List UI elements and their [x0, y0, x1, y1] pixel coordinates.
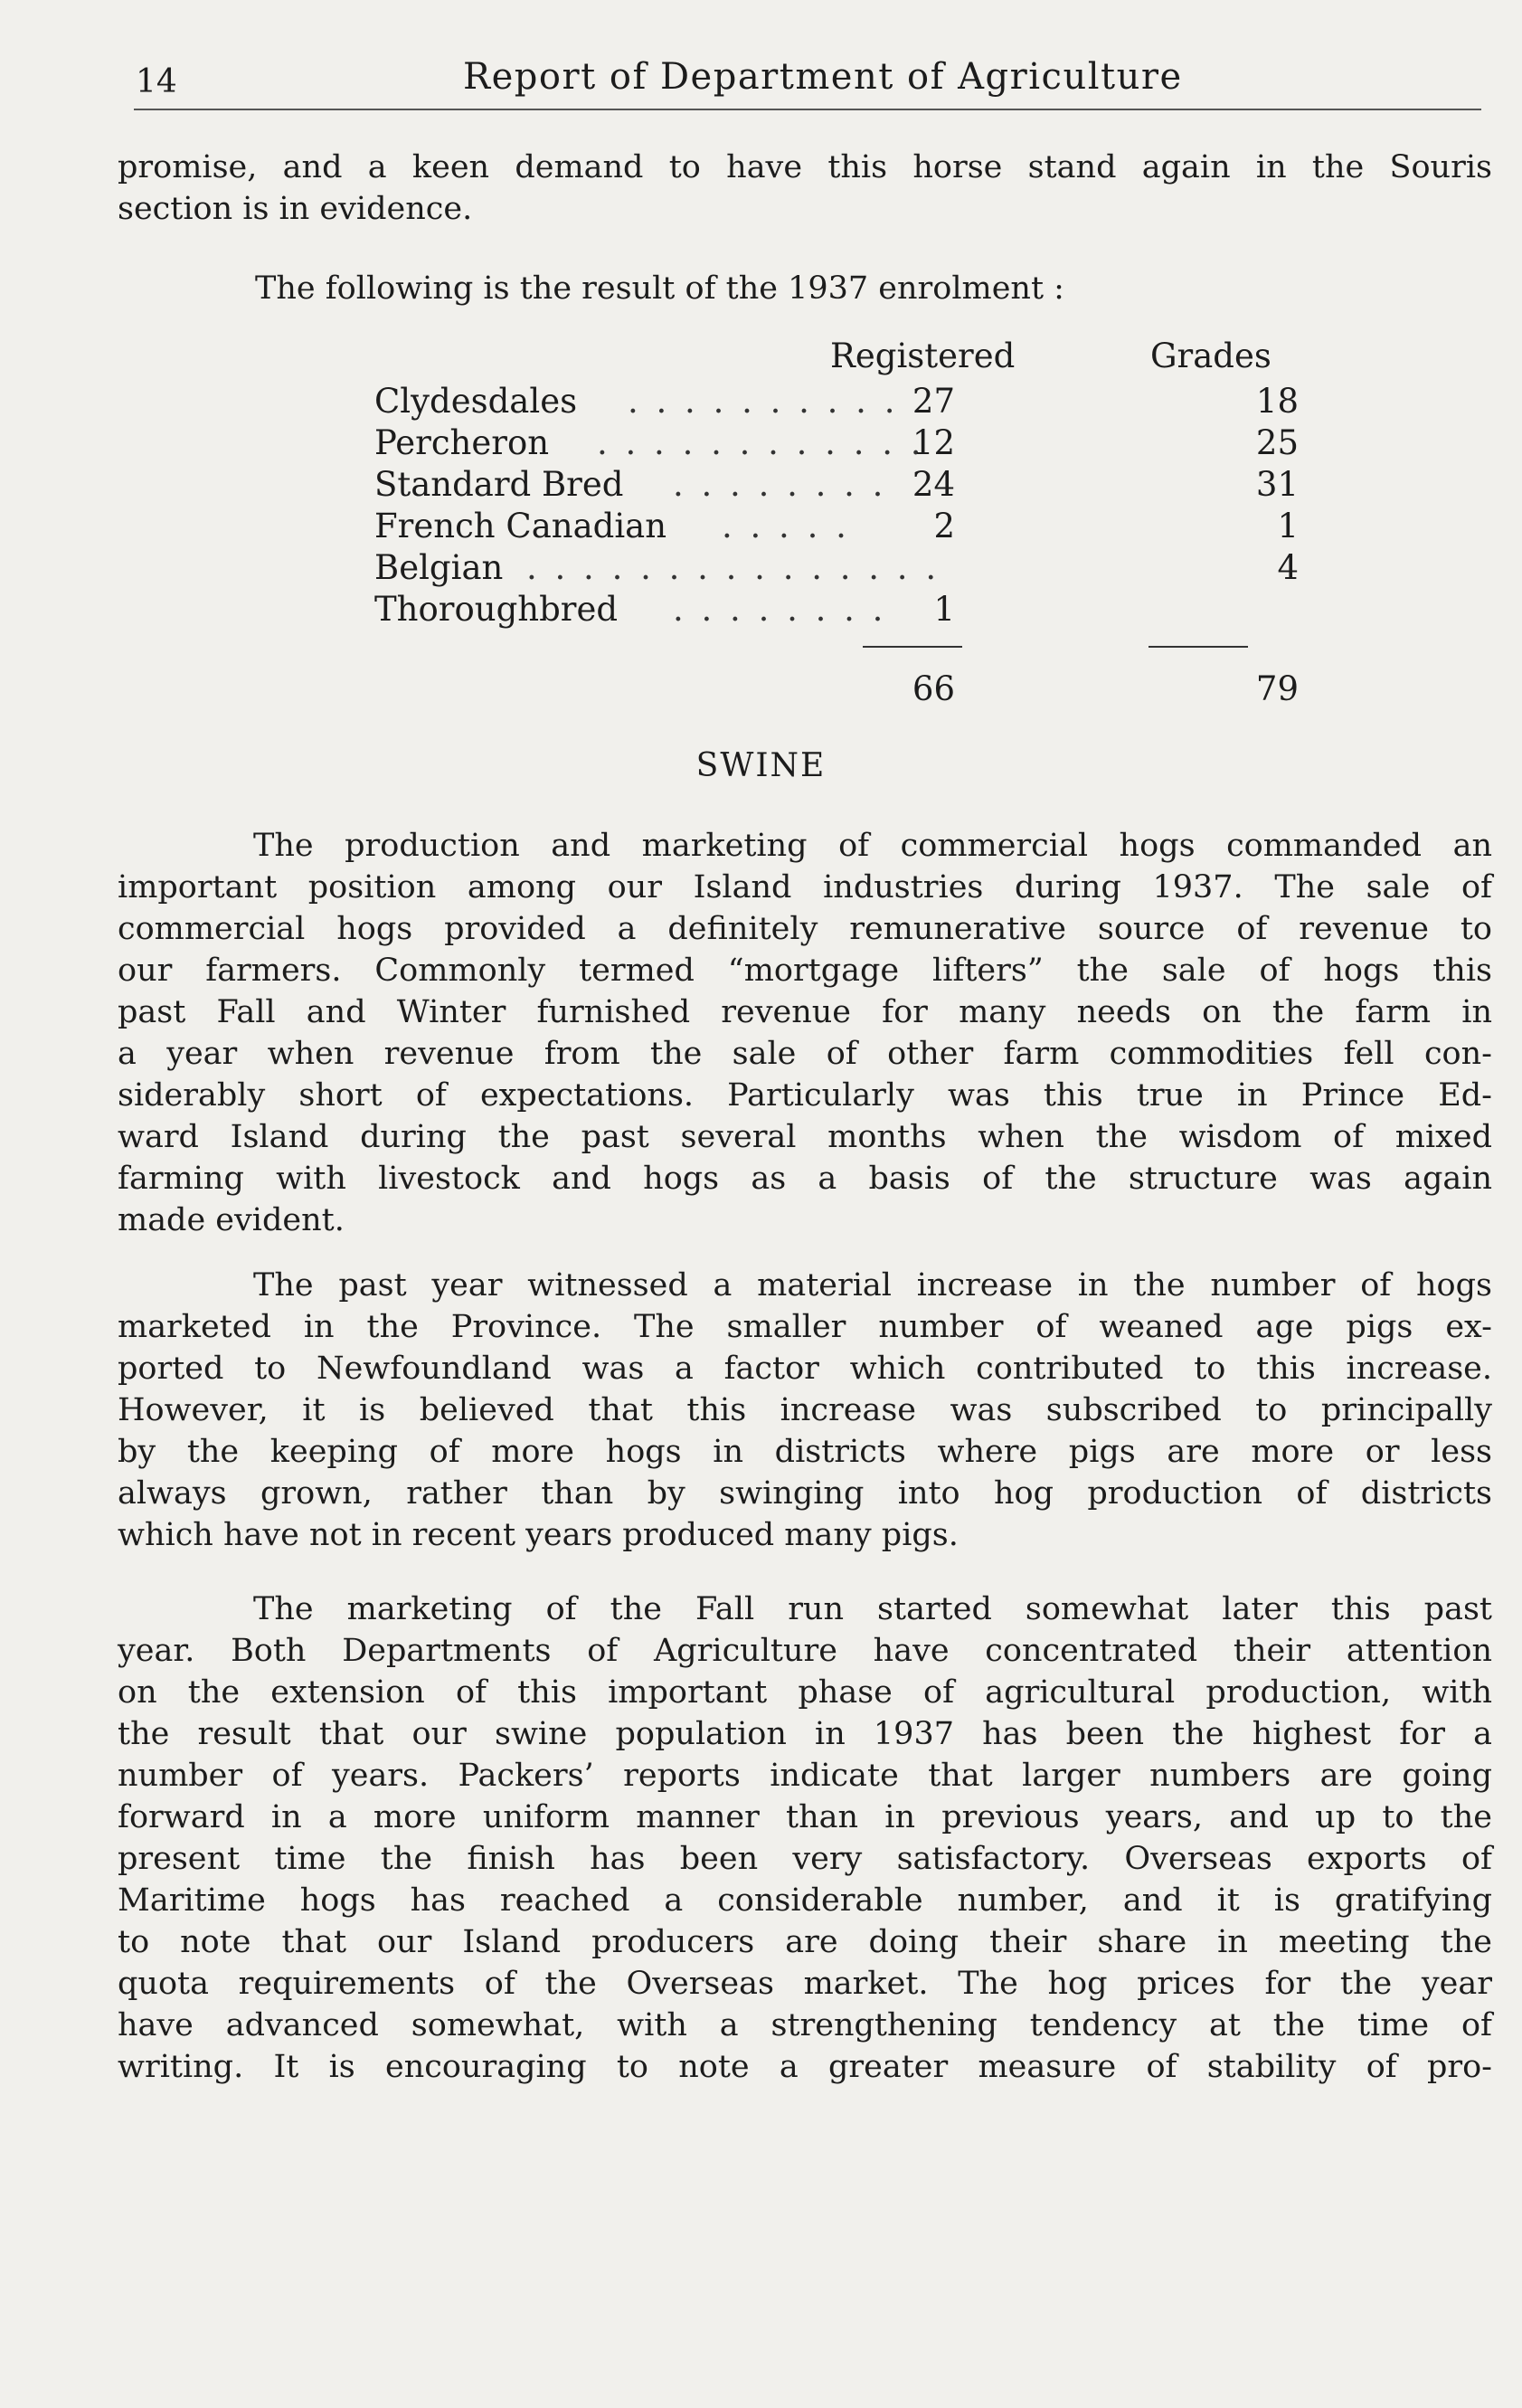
- breed-name: Thoroughbred: [374, 590, 619, 629]
- grades-count: 18: [1255, 382, 1299, 421]
- text-line: However, it is believed that this increase was subscribed to principally: [118, 1392, 1492, 1428]
- registered-count: 12: [912, 423, 955, 462]
- totals-row: [374, 669, 1299, 711]
- dot-leader: . . . . .: [722, 507, 850, 545]
- text-line: on the extension of this important phase of agricultural production, with: [118, 1674, 1492, 1711]
- text-line: which have not in recent years produced many pigs.: [118, 1517, 959, 1553]
- text-line: The production and marketing of commercial hogs commanded an: [253, 828, 1492, 864]
- dot-leader: . . . . . . . .: [673, 465, 887, 504]
- page-number: 14: [136, 63, 177, 100]
- section-heading: SWINE: [695, 747, 827, 784]
- registered-count: 27: [912, 382, 955, 421]
- text-line: The past year witnessed a material increase in the number of hogs: [253, 1267, 1492, 1304]
- dot-leader: . . . . . . . . . . . .: [597, 423, 925, 462]
- body-paragraph: [118, 1588, 1492, 2088]
- running-title: Report of Department of Agriculture: [463, 56, 1183, 98]
- enrolment-intro: [255, 268, 1431, 309]
- text-line: important position among our Island industries during 1937. The sale of: [118, 869, 1492, 905]
- text-line: siderably short of expectations. Particularly was this true in Prince Ed-: [118, 1077, 1492, 1114]
- text-line: by the keeping of more hogs in districts where pigs are more or less: [118, 1434, 1492, 1470]
- body-paragraph: [118, 825, 1492, 1241]
- text-line: always grown, rather than by swinging into hog production of districts: [118, 1475, 1492, 1512]
- breed-name: Standard Bred: [374, 465, 624, 504]
- table-row: [374, 382, 1299, 423]
- text-line: have advanced somewhat, with a strengthening tendency at the time of: [118, 2007, 1492, 2043]
- text-line: number of years. Packers’ reports indicate that larger numbers are going: [118, 1758, 1492, 1794]
- table-row: [374, 590, 1279, 631]
- text-line: promise, and a keen demand to have this horse stand again in the Souris: [118, 149, 1492, 185]
- text-line: made evident.: [118, 1202, 345, 1238]
- grades-count: 4: [1277, 548, 1299, 587]
- breed-name: Clydesdales: [374, 382, 578, 421]
- text-line: the result that our swine population in 1937 has been the highest for a: [118, 1716, 1492, 1752]
- text-line: section is in evidence.: [118, 191, 473, 227]
- text-line: quota requirements of the Overseas market. The hog prices for the year: [118, 1966, 1492, 2002]
- breed-name: French Canadian: [374, 507, 667, 545]
- header-rule: [134, 109, 1481, 110]
- column-header-grades: Grades: [1150, 337, 1271, 375]
- grades-count: 25: [1255, 423, 1299, 462]
- table-row: [374, 423, 1299, 465]
- dot-leader: . . . . . . . . . . . . . . .: [526, 548, 941, 587]
- registered-count: 24: [912, 465, 955, 504]
- text-line: writing. It is encouraging to note a greater measure of stability of pro-: [118, 2049, 1492, 2085]
- text-line: The following is the result of the 1937 enrolment :: [255, 270, 1064, 307]
- running-header: [136, 56, 1477, 110]
- dot-leader: . . . . . . . . . .: [628, 382, 899, 421]
- text-line: forward in a more uniform manner than in previous years, and up to the: [118, 1799, 1492, 1835]
- grades-count: 31: [1255, 465, 1299, 504]
- text-line: ward Island during the past several months when the wisdom of mixed: [118, 1119, 1492, 1155]
- text-line: ported to Newfoundland was a factor which contributed to this increase.: [118, 1351, 1492, 1387]
- table-row: [374, 465, 1299, 507]
- registered-total: 66: [912, 669, 955, 708]
- text-line: farming with livestock and hogs as a basis of the structure was again: [118, 1161, 1492, 1197]
- text-line: year. Both Departments of Agriculture have concentrated their attention: [118, 1633, 1492, 1669]
- grades-count: 1: [1277, 507, 1299, 545]
- total-rule-grades: [1149, 646, 1248, 648]
- registered-count: 2: [933, 507, 955, 545]
- text-line: past Fall and Winter furnished revenue for many needs on the farm in: [118, 994, 1492, 1030]
- dot-leader: . . . . . . . .: [673, 590, 887, 629]
- total-rule-registered: [863, 646, 962, 648]
- breed-name: Belgian: [374, 548, 504, 587]
- text-line: a year when revenue from the sale of other farm commodities fell con-: [118, 1036, 1492, 1072]
- text-line: present time the finish has been very satisfactory. Overseas exports of: [118, 1841, 1492, 1877]
- table-row: [374, 548, 1299, 590]
- intro-paragraph: [118, 147, 1492, 230]
- breed-name: Percheron: [374, 423, 550, 462]
- registered-count: 1: [933, 590, 955, 629]
- column-header-registered: Registered: [830, 337, 1016, 375]
- text-line: our farmers. Commonly termed “mortgage lifters” the sale of hogs this: [118, 953, 1492, 989]
- text-line: to note that our Island producers are doing their share in meeting the: [118, 1924, 1492, 1960]
- text-line: marketed in the Province. The smaller number of weaned age pigs ex-: [118, 1309, 1492, 1345]
- body-paragraph: [118, 1265, 1492, 1556]
- text-line: The marketing of the Fall run started somewhat later this past: [253, 1591, 1492, 1627]
- grades-total: 79: [1255, 669, 1299, 708]
- text-line: Maritime hogs has reached a considerable number, and it is gratifying: [118, 1882, 1492, 1919]
- table-row: [374, 507, 1299, 548]
- text-line: commercial hogs provided a definitely remunerative source of revenue to: [118, 911, 1492, 947]
